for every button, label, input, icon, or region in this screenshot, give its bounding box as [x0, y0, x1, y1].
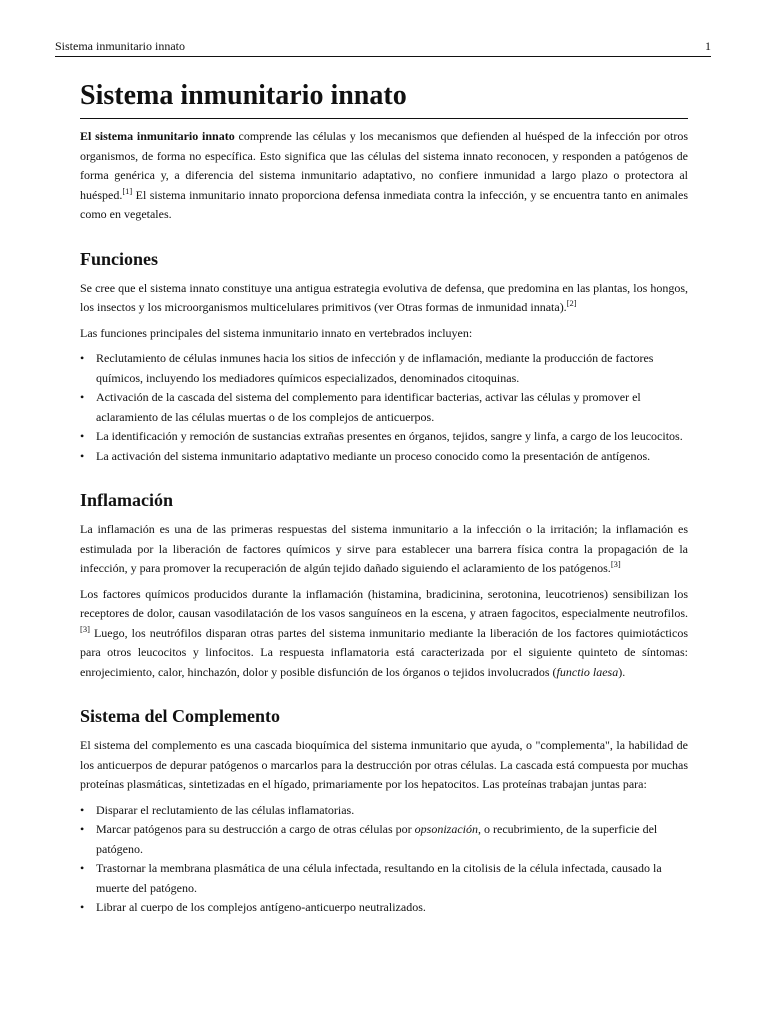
list-item	[80, 388, 688, 427]
running-header	[55, 38, 711, 57]
list-item-text: Activación de la cascada del sistema del complemento para identificar bacterias, activar las células y promover el aclaramiento de las células muertas o de los complejos de anticuerpos.	[96, 390, 641, 424]
bullet-icon: •	[80, 900, 85, 914]
bullet-icon: •	[80, 802, 85, 817]
inflamacion-paragraph-1	[80, 520, 688, 579]
funciones-paragraph-1	[80, 279, 688, 318]
reference-link-1[interactable]: [1]	[122, 185, 133, 196]
bullet-icon: •	[80, 822, 85, 836]
bullet-icon: •	[80, 448, 85, 463]
running-header-title: Sistema inmunitario innato	[55, 39, 185, 53]
inflamacion-p2-text-b: Luego, los neutrófilos disparan otras partes del sistema inmunitario mediante la liberación de los factores quimiotácticos para otros leucocitos y linfocitos. La respuesta inflamatoria está caracterizada por el siguiente quinteto de síntomas: enrojecimiento, calor, hinchazón, dolor y posible disfunción de los órganos o tejidos involucrados (	[80, 625, 688, 679]
bullet-icon: •	[80, 351, 85, 365]
reference-link-3b[interactable]: [3]	[80, 623, 90, 634]
complemento-paragraph-1: El sistema del complemento es una cascada bioquímica del sistema inmunitario que ayuda, o "complementa", la habilidad de los anticuerpos de depurar patógenos o marcarlos para la destrucción por otras células. La cascada está compuesta por muchas proteínas plasmáticas, sintetizadas en el hígado, primariamente por los hepatocitos. Las proteínas trabajan juntas para:	[80, 738, 688, 791]
intro-text-a: comprende las células y los mecanismos que defienden al huésped de la infección por otros organismos, de forma no específica. Esto significa que las células del sistema innato reconocen, y responden a patógenos de forma genérica y, a diferencia del sistema inmunitario adaptativo, no confiere inmunidad a largo plazo o protectora al huésped.	[80, 129, 688, 202]
list-item	[80, 349, 688, 388]
list-item	[80, 859, 688, 898]
list-item-text-b: , o recubrimiento, de la superficie del patógeno.	[96, 822, 658, 856]
list-item-text: Trastornar la membrana plasmática de una célula infectada, resultando en la citolisis de la célula infectada, causado la muerte del patógeno.	[96, 861, 662, 895]
funciones-paragraph-2: Las funciones principales del sistema inmunitario innato en vertebrados incluyen:	[80, 325, 473, 340]
list-item-text: Disparar el reclutamiento de las células inflamatorias.	[96, 802, 355, 817]
list-item-text: La identificación y remoción de sustancias extrañas presentes en órganos, tejidos, sangre y linfa, a cargo de los leucocitos.	[96, 429, 683, 443]
reference-link-3[interactable]: [3]	[610, 559, 621, 569]
section-heading-funciones: Funciones	[80, 248, 159, 269]
inflamacion-paragraph-2	[80, 585, 688, 683]
page-number: 1	[705, 39, 711, 53]
inflamacion-p2-text-c: ).	[618, 664, 626, 679]
list-item	[80, 898, 688, 918]
list-item	[80, 820, 688, 859]
list-item	[80, 427, 688, 447]
reference-link-2[interactable]: [2]	[566, 298, 577, 308]
intro-text-b: El sistema inmunitario innato proporciona defensa inmediata contra la infección, y se encuentra tanto en animales como en vegetales.	[80, 187, 688, 221]
list-item-text: Reclutamiento de células inmunes hacia los sitios de infección y de inflamación, mediante la producción de factores químicos, incluyendo los mediadores químicos especializados, denominados citoquinas.	[96, 351, 654, 385]
intro-paragraph	[80, 127, 688, 225]
funciones-list	[80, 349, 688, 466]
inflamacion-p2-text-a: Los factores químicos producidos durante la inflamación (histamina, bradicinina, serotonina, leucotrienos) sensibilizan los receptores de dolor, causan vasodilatación de los vasos sanguíneos en la escena, y atraen fagocitos, especialmente neutrofilos.	[80, 586, 688, 620]
section-heading-complemento: Sistema del Complemento	[80, 706, 280, 726]
list-item	[80, 447, 688, 467]
list-item-text-a: Marcar patógenos para su destrucción a cargo de otras células por	[96, 822, 415, 836]
inflamacion-p1-text: La inflamación es una de las primeras respuestas del sistema inmunitario a la infección o la irritación; la inflamación es estimulada por la liberación de factores químicos y sirve para establecer una barrera física contra la propagación de la infección, y para promover la recuperación de algún tejido dañado siguiendo el aclaramiento de los patógenos.	[80, 522, 688, 575]
list-item-text: La activación del sistema inmunitario adaptativo mediante un proceso conocido como la presentación de antígenos.	[96, 448, 651, 463]
page-title: Sistema inmunitario innato	[80, 78, 688, 119]
bullet-icon: •	[80, 861, 85, 875]
list-item	[80, 801, 688, 821]
inflamacion-latin-term: functio laesa	[556, 664, 619, 679]
list-item-text: Librar al cuerpo de los complejos antígeno-anticuerpo neutralizados.	[96, 900, 426, 914]
intro-lead-term: El sistema inmunitario innato	[80, 129, 235, 143]
list-item-italic-term: opsonización	[414, 822, 478, 836]
section-heading-inflamacion: Inflamación	[80, 490, 174, 510]
funciones-p1-text: Se cree que el sistema innato constituye una antigua estrategia evolutiva de defensa, que predomina en las plantas, los hongos, los insectos y los microorganismos multicelulares primitivos (ver Otras formas de inmunidad innata).	[80, 280, 688, 314]
bullet-icon: •	[80, 390, 85, 404]
article-body	[80, 78, 688, 918]
complemento-list	[80, 801, 688, 918]
bullet-icon: •	[80, 429, 85, 443]
